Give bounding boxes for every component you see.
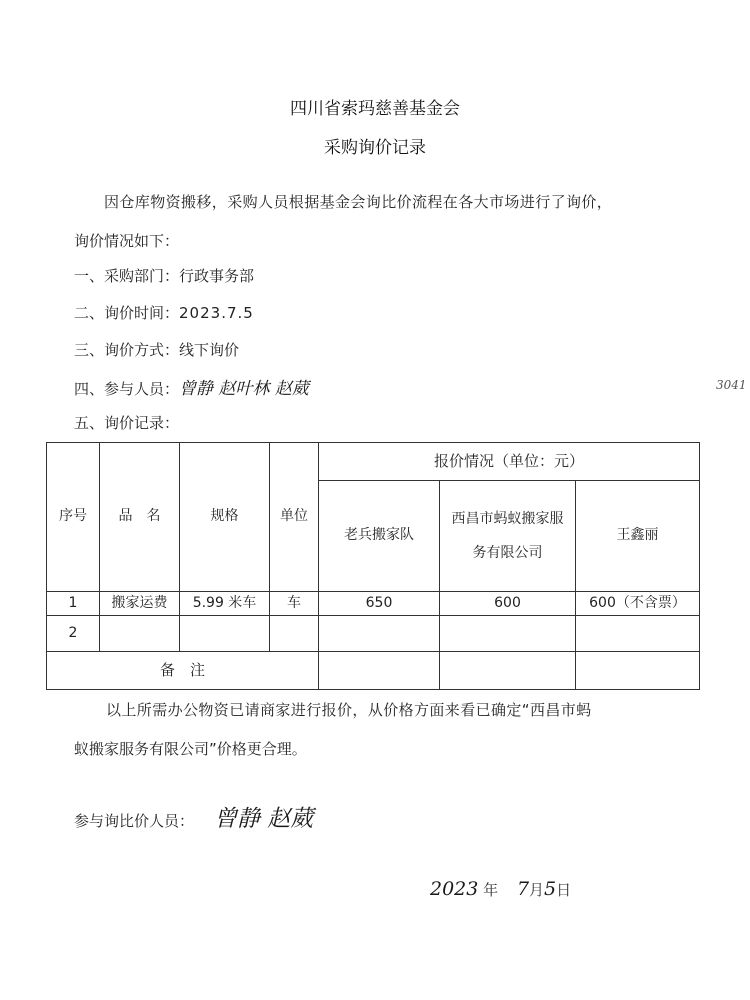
row-quote-vendor-1 [319,616,440,652]
row-unit [270,616,319,652]
intro-line-1: 因仓库物资搬移，采购人员根据基金会询比价流程在各大市场进行了询价， [104,193,613,211]
participants-handwritten: 曾静 赵叶林 赵葳 [179,379,309,399]
date-year-char: 年 [483,881,499,899]
table-row [47,616,700,652]
remark-cell-2 [440,652,576,690]
signature-label: 参与询比价人员： [74,812,195,830]
row-name: 搬家运费 [100,592,180,616]
signing-date [430,878,571,900]
header-no: 序号 [47,443,100,592]
header-vendor-2: 西昌市蚂蚁搬家服务有限公司 [440,481,576,592]
date-year: 2023 [430,878,479,900]
time-value: 2023.7.5 [179,304,254,322]
handwritten-signature: 曾静 赵葳 [214,806,314,832]
row-no: 2 [47,616,100,652]
header-vendor-3: 王鑫丽 [576,481,700,592]
date-day-char: 日 [556,881,572,899]
date-month: 7 [516,878,530,900]
inquiry-table [46,442,700,690]
header-quote-group: 报价情况（单位：元） [319,443,700,481]
date-day: 5 [544,878,557,900]
inquiry-time [74,302,254,323]
row-quote-vendor-1: 650 [319,592,440,616]
conclusion-line-2: 蚁搬家服务有限公司”价格更合理。 [74,740,307,758]
row-quote-vendor-2: 600 [440,592,576,616]
department-label: 一、采购部门： [74,267,180,285]
remark-label: 备 注 [47,652,319,690]
header-vendor-1: 老兵搬家队 [319,481,440,592]
method-value: 线下询价 [179,341,240,359]
record-label: 五、询价记录： [74,414,180,432]
row-spec [180,616,270,652]
organization-title: 四川省索玛慈善基金会 [290,99,460,119]
header-name: 品 名 [100,443,180,592]
table-header-row [47,443,700,481]
participants [74,374,309,399]
table-remark-row [47,652,700,690]
time-label: 二、询价时间： [74,304,180,322]
remark-cell-3 [576,652,700,690]
department-value: 行政事务部 [179,267,255,285]
method-label: 三、询价方式： [74,341,180,359]
header-spec: 规格 [180,443,270,592]
purchase-department [74,265,254,286]
participants-label: 四、参与人员： [74,380,180,398]
row-spec: 5.99 米车 [180,592,270,616]
intro-line-2: 询价情况如下： [74,232,180,250]
header-unit: 单位 [270,443,319,592]
row-quote-vendor-3: 600（不含票） [576,592,700,616]
document-title: 采购询价记录 [324,138,426,158]
table-row [47,592,700,616]
conclusion-line-1: 以上所需办公物资已请商家进行报价，从价格方面来看已确定“西昌市蚂 [106,701,592,719]
row-no: 1 [47,592,100,616]
remark-cell-1 [319,652,440,690]
row-quote-vendor-2 [440,616,576,652]
date-month-char: 月 [529,881,545,899]
row-name [100,616,180,652]
row-quote-vendor-3 [576,616,700,652]
margin-note: 3041 [716,378,747,392]
row-unit: 车 [270,592,319,616]
inquiry-method [74,339,239,360]
